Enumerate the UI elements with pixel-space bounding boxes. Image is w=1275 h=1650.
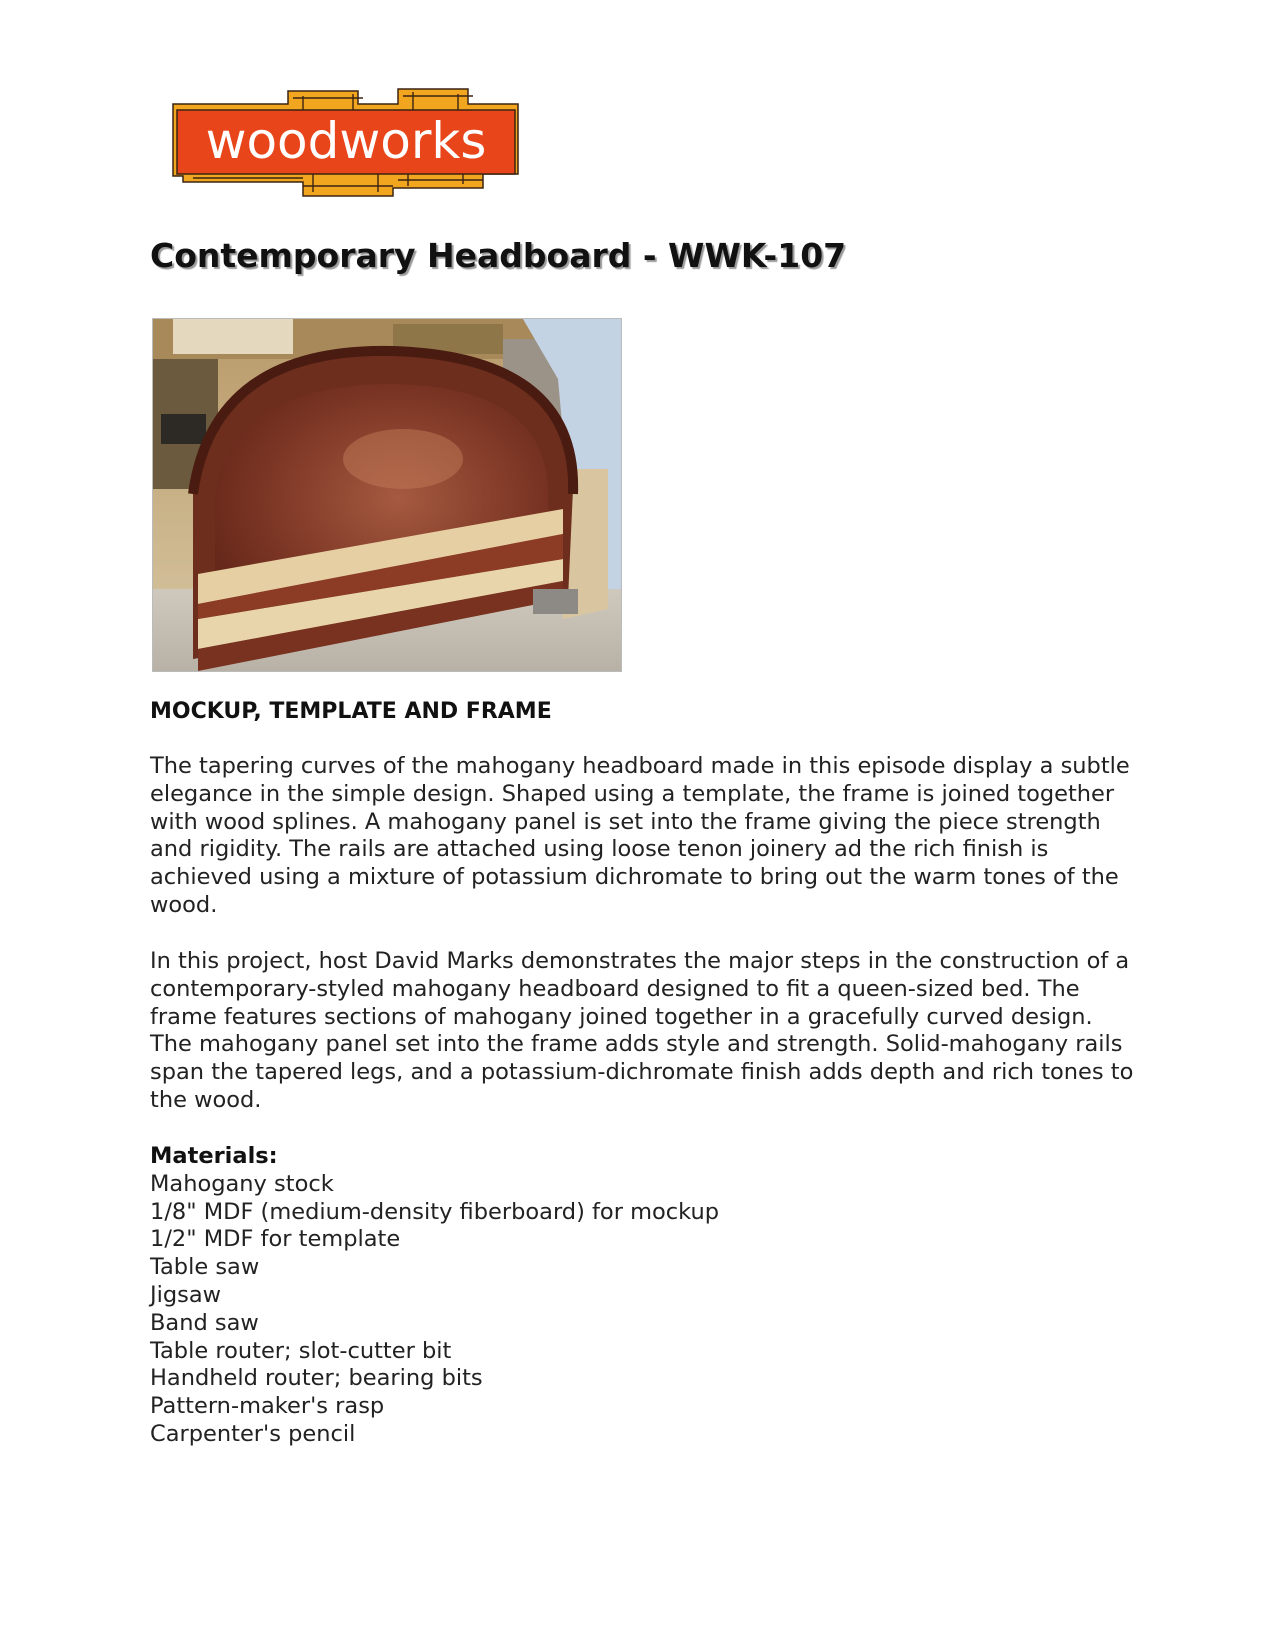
material-item: Mahogany stock (150, 1170, 334, 1197)
material-item: 1/2" MDF for template (150, 1226, 401, 1253)
material-item: Handheld router; bearing bits (150, 1365, 483, 1392)
woodworks-logo-graphic (163, 86, 533, 206)
material-item: Carpenter's pencil (150, 1420, 356, 1447)
material-item: Table saw (150, 1254, 260, 1281)
materials-section (150, 1143, 1050, 1449)
materials-heading: Materials: (150, 1143, 278, 1169)
material-item: Band saw (150, 1309, 259, 1336)
section-heading: MOCKUP, TEMPLATE AND FRAME (150, 699, 552, 724)
material-item: Jigsaw (150, 1281, 222, 1308)
material-item: Table router; slot-cutter bit (150, 1337, 452, 1364)
project-paragraph: In this project, host David Marks demonstrates the major steps in the construction of a contemporary-styled mahogany headboard designed to fit a queen-sized bed. The frame features sections of mahogany joined together in a gracefully curved design. The mahogany panel set into the frame adds style and strength. Solid-mahogany rails span the tapered legs, and a potassium-dichromate finish adds depth and rich tones to the wood. (150, 948, 1134, 1113)
materials-list (150, 1171, 1050, 1449)
description-paragraph: The tapering curves of the mahogany headboard made in this episode display a subtle elegance in the simple design. Shaped using a template, the frame is joined together with wood splines. A mahogany panel is set into the frame giving the piece strength and rigidity. The rails are attached using loose tenon joinery ad the rich finish is achieved using a mixture of potassium dichromate to bring out the warm tones of the wood. (150, 753, 1130, 918)
logo-text: woodworks (205, 112, 487, 170)
page-title: Contemporary Headboard - WWK-107 (150, 236, 847, 275)
headboard-photo-image (153, 319, 621, 671)
headboard-photo (152, 318, 622, 672)
woodworks-logo (163, 86, 533, 206)
material-item: 1/8" MDF (medium-density fiberboard) for mockup (150, 1198, 720, 1225)
material-item: Pattern-maker's rasp (150, 1393, 385, 1420)
